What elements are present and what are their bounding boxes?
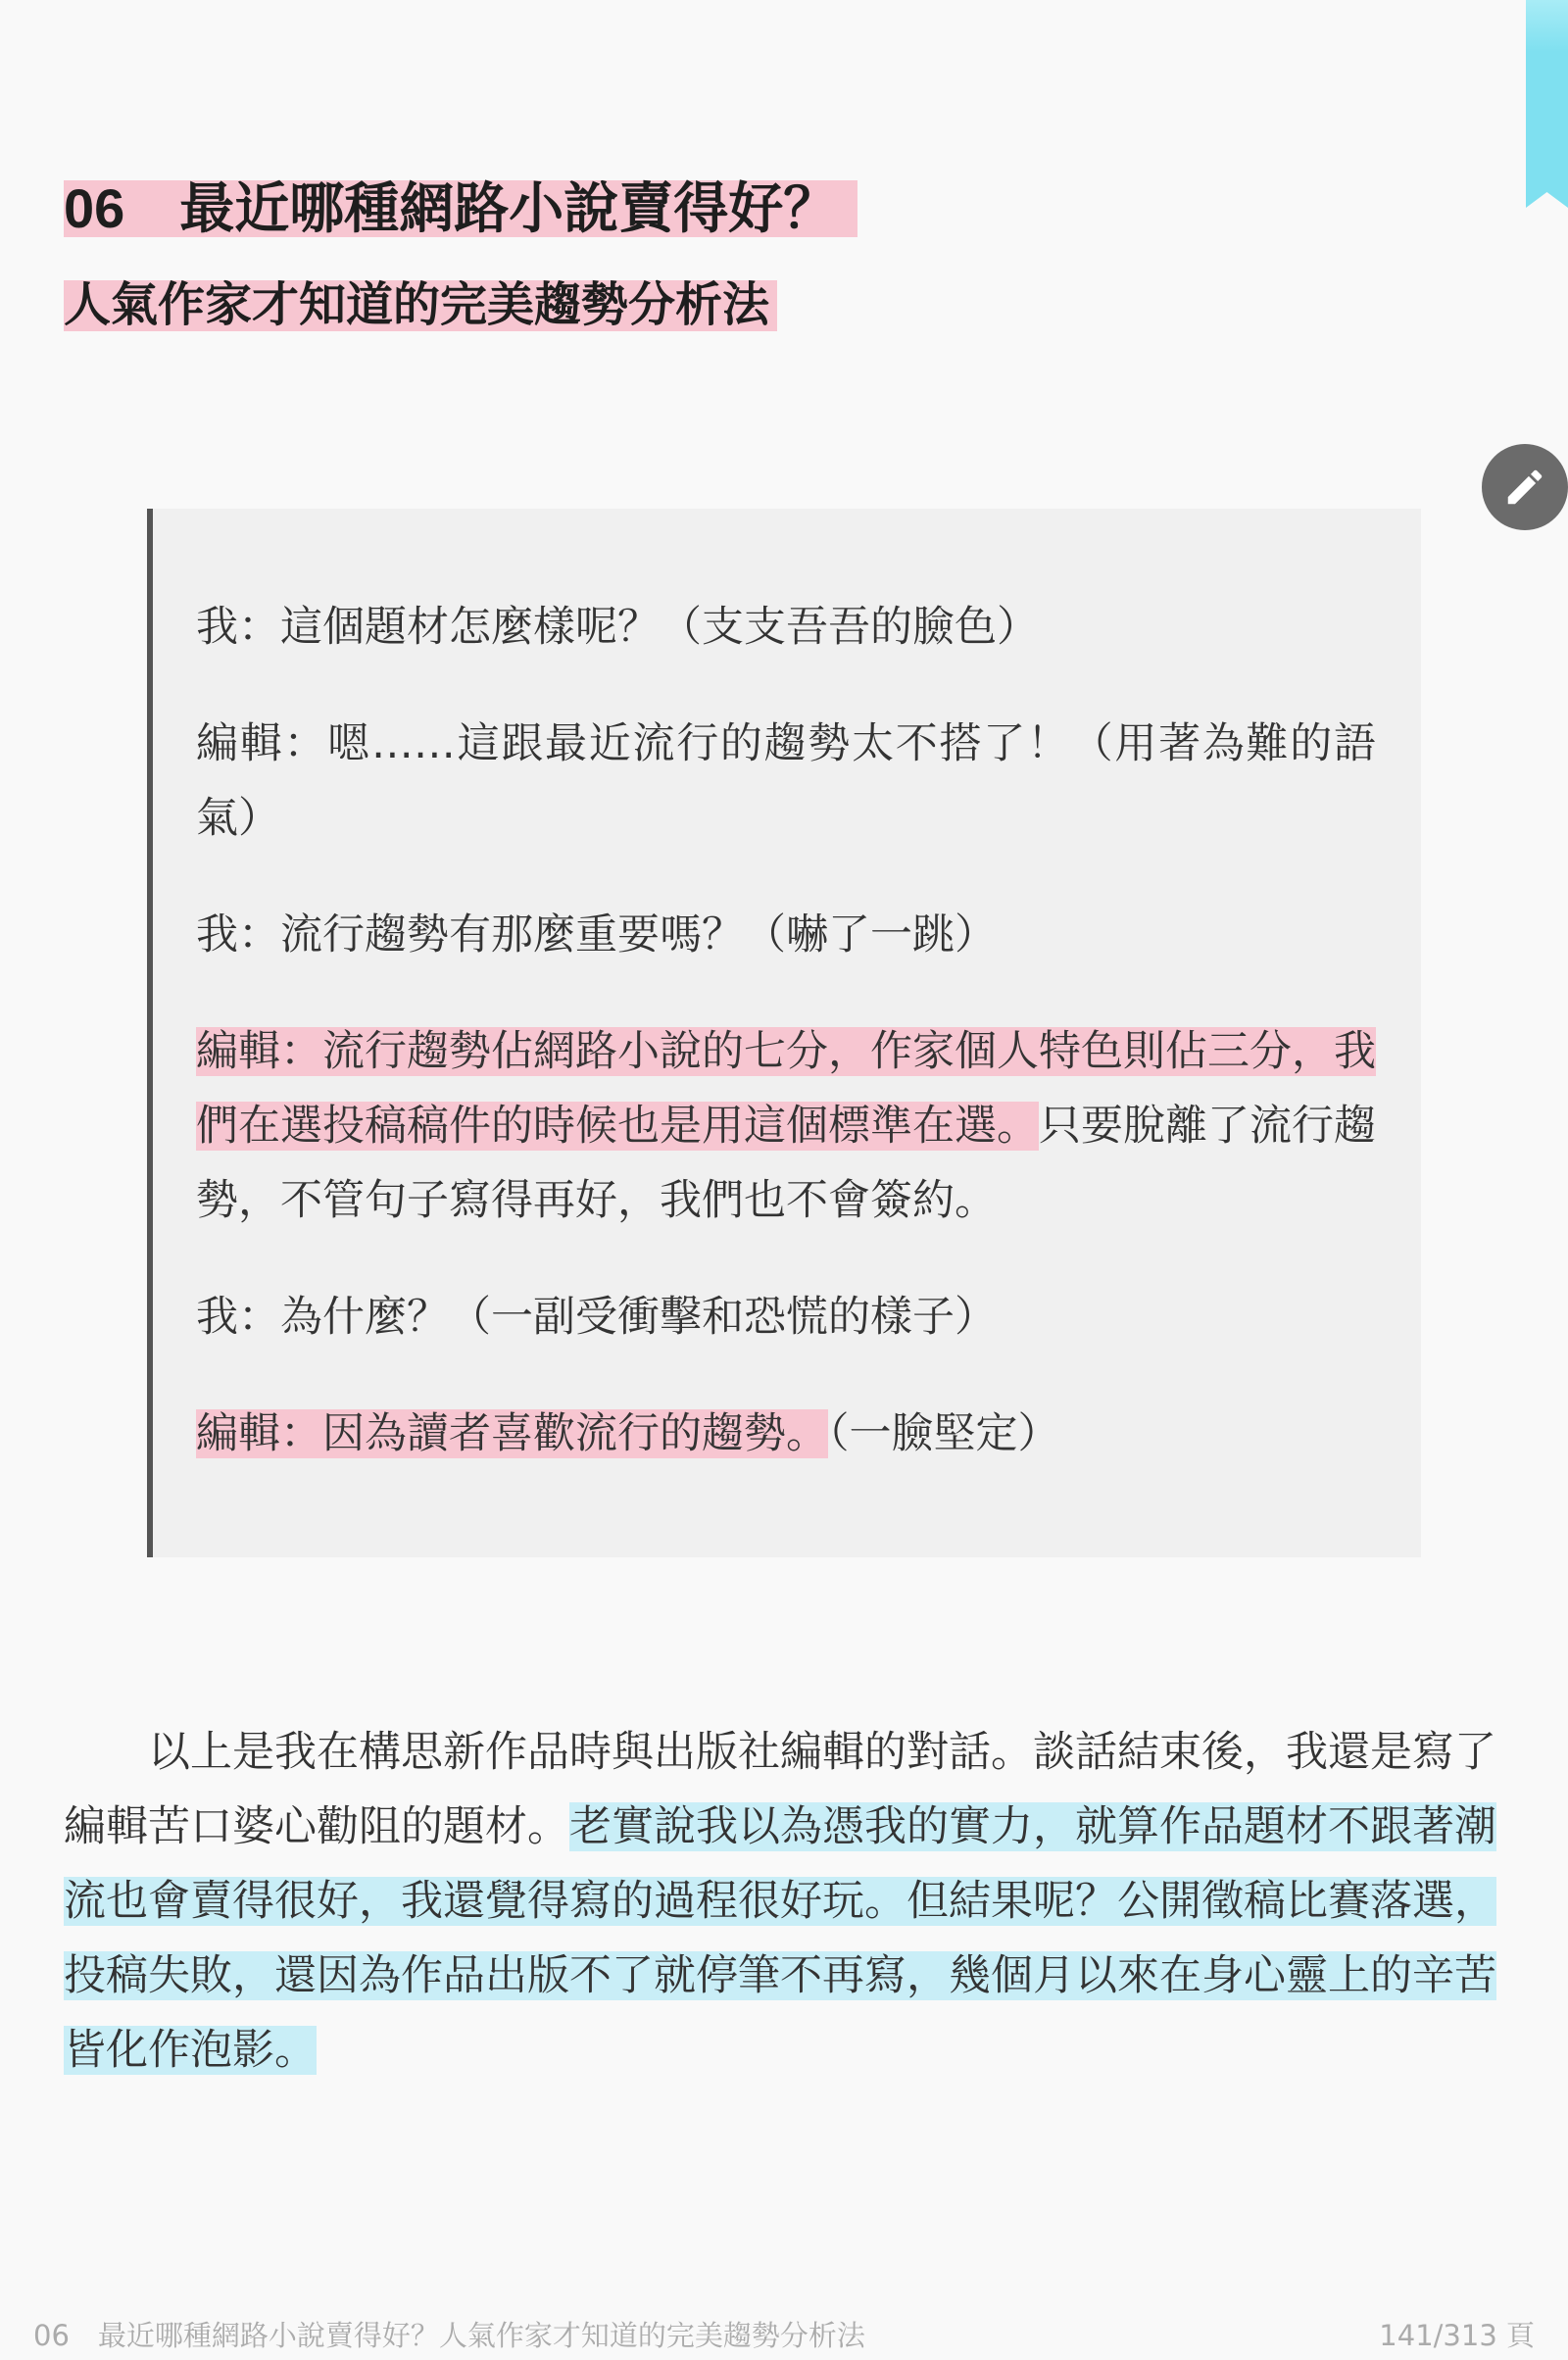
page-indicator[interactable]: 141/313 頁 — [1379, 2319, 1535, 2352]
edit-note-button[interactable] — [1482, 444, 1568, 530]
dialogue-line — [196, 1014, 1376, 1238]
text-segment: （一臉堅定） — [828, 1409, 1060, 1458]
body-paragraph — [64, 1715, 1496, 2088]
reader-footer — [33, 2316, 1535, 2355]
highlighted-text[interactable]: 編輯：因為讀者喜歡流行的趨勢。 — [196, 1409, 828, 1458]
text-segment: 我：這個題材怎麼樣呢？（支支吾吾的臉色） — [196, 603, 1039, 652]
pencil-icon — [1502, 465, 1547, 510]
footer-chapter-title: 06 最近哪種網路小說賣得好？人氣作家才知道的完美趨勢分析法 — [33, 2319, 865, 2352]
dialogue-line — [196, 1397, 1376, 1471]
bookmark-ribbon-icon — [1526, 0, 1568, 208]
dialogue-line — [196, 898, 1376, 972]
chapter-title[interactable]: 06 最近哪種網路小說賣得好？ — [64, 180, 858, 237]
highlighted-text[interactable]: 老實說我以為憑我的實力，就算作品題材不跟著潮流也會賣得很好，我還覺得寫的過程很好玩。但結果呢？公開徵稿比賽落選，投稿失敗，還因為作品出版不了就停筆不再寫，幾個月以來在身心靈上的辛苦皆化作泡影。 — [64, 1802, 1496, 2075]
text-segment: 我：流行趨勢有那麼重要嗎？（嚇了一跳） — [196, 910, 997, 959]
chapter-subheading — [64, 280, 777, 331]
chapter-subtitle[interactable]: 人氣作家才知道的完美趨勢分析法 — [64, 280, 777, 331]
text-segment: 只要脫離了流行趨勢，不管句子寫得再好，我們也不會簽約。 — [196, 1102, 1376, 1225]
highlighted-text[interactable]: 編輯：流行趨勢佔網路小說的七分，作家個人特色則佔三分，我們在選投稿稿件的時候也是用這個標準在選。 — [196, 1027, 1376, 1151]
dialogue-line — [196, 590, 1376, 664]
chapter-heading — [64, 177, 858, 239]
text-segment: 編輯：嗯……這跟最近流行的趨勢太不搭了！（用著為難的語氣） — [196, 719, 1376, 843]
dialogue-quote — [147, 509, 1421, 1557]
text-segment: 以上是我在構思新作品時與出版社編輯的對話。談話結束後，我還是寫了編輯苦口婆心勸阻的題材。 — [64, 1728, 1496, 1851]
text-segment: 我：為什麼？（一副受衝擊和恐慌的樣子） — [196, 1293, 997, 1342]
dialogue-line — [196, 1280, 1376, 1354]
bookmark-ribbon[interactable] — [1526, 0, 1568, 208]
dialogue-line — [196, 707, 1376, 856]
